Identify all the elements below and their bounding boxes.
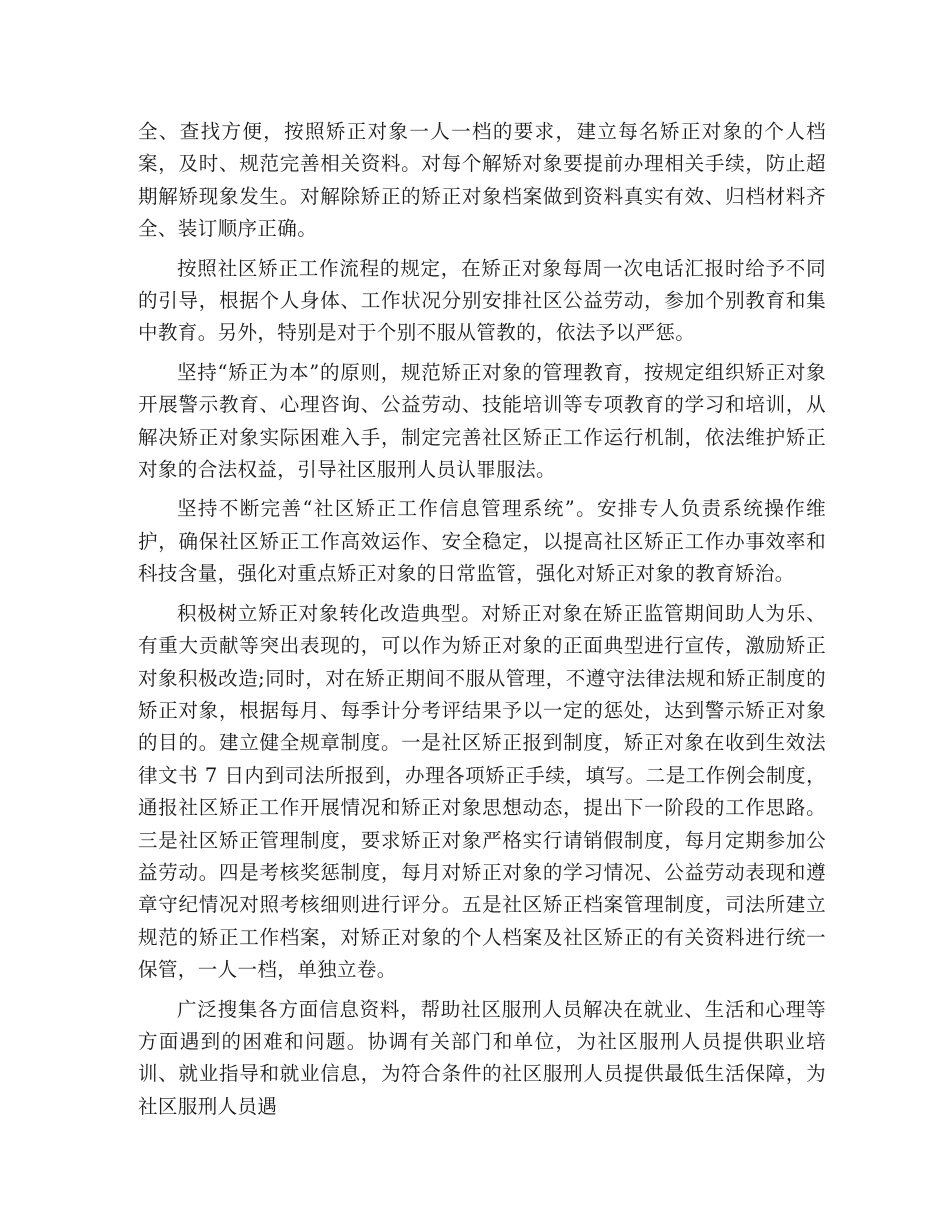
paragraph-5: 积极树立矫正对象转化改造典型。对矫正对象在矫正监管期间助人为乐、有重大贡献等突出表现的，可以作为矫正对象的正面典型进行宣传，激励矫正对象积极改造;同时，对在矫正期间不服从管理，不遵守法律法规和矫正制度的矫正对象，根据每月、每季计分考评结果予以一定的惩处，达到警示矫正对象的目的。建立健全规章制度。一是社区矫正报到制度，矫正对象在收到生效法律文书 7 日内到司法所报到，办理各项矫正手续，填写。二是工作例会制度，通报社区矫正工作开展情况和矫正对象思想动态，提出下一阶段的工作思路。三是社区矫正管理制度，要求矫正对象严格实行请销假制度，每月定期参加公益劳动。四是考核奖惩制度，每月对矫正对象的学习情况、公益劳动表现和遵章守纪情况对照考核细则进行评分。五是社区矫正档案管理制度，司法所建立规范的矫正工作档案，对矫正对象的个人档案及社区矫正的有关资料进行统一保管，一人一档，单独立卷。 xyxy=(138,601,826,982)
paragraph-3: 坚持“矫正为本”的原则，规范矫正对象的管理教育，按规定组织矫正对象开展警示教育、心理咨询、公益劳动、技能培训等专项教育的学习和培训，从解决矫正对象实际困难入手，制定完善社区矫正工作运行机制，依法维护矫正对象的合法权益，引导社区服刑人员认罪服法。 xyxy=(138,360,826,482)
paragraph-1: 全、查找方便，按照矫正对象一人一档的要求，建立每名矫正对象的个人档案，及时、规范完善相关资料。对每个解矫对象要提前办理相关手续，防止超期解矫现象发生。对解除矫正的矫正对象档案做到资料真实有效、归档材料齐全、装订顺序正确。 xyxy=(138,120,826,241)
paragraph-4: 坚持不断完善“社区矫正工作信息管理系统”。安排专人负责系统操作维护，确保社区矫正工作高效运作、安全稳定，以提高社区矫正工作办事效率和科技含量，强化对重点矫正对象的日常监管，强化对矫正对象的教育矫治。 xyxy=(138,497,826,586)
paragraph-2: 按照社区矫正工作流程的规定，在矫正对象每周一次电话汇报时给予不同的引导，根据个人身体、工作状况分别安排社区公益劳动，参加个别教育和集中教育。另外，特别是对于个别不服从管教的，依法予以严惩。 xyxy=(138,256,826,345)
paragraph-6: 广泛搜集各方面信息资料，帮助社区服刑人员解决在就业、生活和心理等方面遇到的困难和问题。协调有关部门和单位，为社区服刑人员提供职业培训、就业指导和就业信息，为符合条件的社区服刑人员提供最低生活保障，为社区服刑人员遇 xyxy=(138,997,826,1118)
document-body xyxy=(138,116,826,1130)
